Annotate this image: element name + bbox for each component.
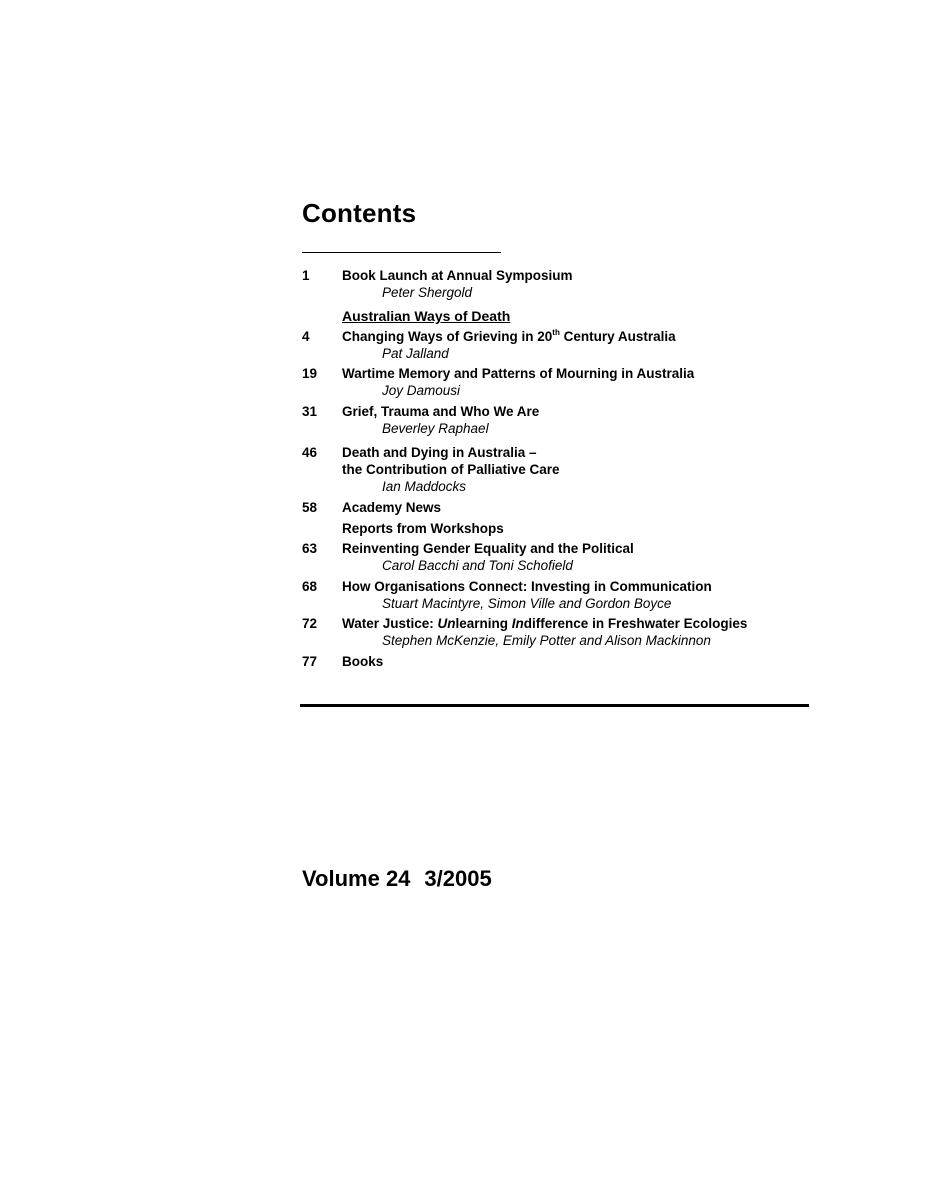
page-number: 1 [302, 268, 310, 283]
entry-title: Changing Ways of Grieving in 20th Century Australia [342, 328, 676, 344]
page-number: 58 [302, 500, 318, 515]
entry-title: Wartime Memory and Patterns of Mourning in Australia [342, 366, 695, 381]
entry-author: Pat Jalland [382, 346, 449, 361]
page-number: 31 [302, 404, 318, 419]
entry-author: Stephen McKenzie, Emily Potter and Alison Mackinnon [382, 633, 711, 648]
page-number: 77 [302, 654, 318, 669]
page-title: Contents [302, 198, 417, 228]
entry-author: Ian Maddocks [382, 479, 467, 494]
entry-author: Stuart Macintyre, Simon Ville and Gordon Boyce [382, 596, 672, 611]
entry-title: Reinventing Gender Equality and the Political [342, 541, 634, 556]
section-heading: Reports from Workshops [342, 521, 504, 536]
entry-author: Peter Shergold [382, 285, 473, 300]
page-number: 68 [302, 579, 318, 594]
entry-title: Book Launch at Annual Symposium [342, 268, 573, 283]
page-number: 19 [302, 366, 318, 381]
entry-title: Books [342, 654, 384, 669]
bottom-divider [300, 704, 809, 707]
volume-issue [302, 866, 492, 892]
entry-title: How Organisations Connect: Investing in Communication [342, 579, 712, 594]
title-underline [302, 252, 501, 253]
page-number: 4 [302, 329, 310, 344]
entry-title: Grief, Trauma and Who We Are [342, 404, 540, 419]
page-number: 72 [302, 616, 318, 631]
entry-title: Water Justice: Unlearning Indifference in Freshwater Ecologies [342, 616, 748, 631]
entry-author: Beverley Raphael [382, 421, 489, 436]
entry-author: Joy Damousi [382, 383, 461, 398]
section-heading: Australian Ways of Death [342, 308, 511, 324]
entry-title: Death and Dying in Australia – [342, 445, 537, 460]
entry-title-line2: the Contribution of Palliative Care [342, 462, 560, 477]
issue-label: 3/2005 [424, 866, 492, 891]
entry-author: Carol Bacchi and Toni Schofield [382, 558, 573, 573]
page-number: 63 [302, 541, 318, 556]
entry-title: Academy News [342, 500, 442, 515]
volume-label: Volume 24 [302, 866, 411, 891]
page-number: 46 [302, 445, 318, 460]
